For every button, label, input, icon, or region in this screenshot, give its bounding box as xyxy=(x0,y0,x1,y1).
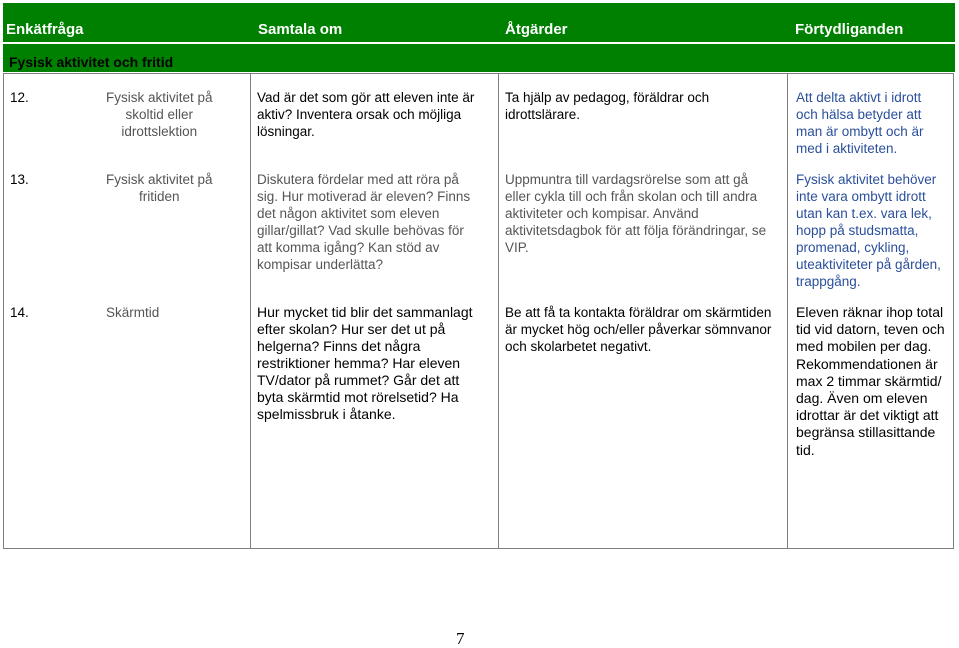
section-header xyxy=(3,44,955,72)
row-12-actions: Ta hjälp av pedagog, föräldrar och idrottslärare. xyxy=(505,90,710,122)
row-13-clarify: Fysisk aktivitet behöver inte vara ombytt idrott utan kan t.ex. vara lek, hopp på studsmatta, promenad, cykling, uteaktiviteter på gården, trappgång. xyxy=(796,172,941,289)
column-divider xyxy=(250,73,251,549)
header-samtala-om: Samtala om xyxy=(258,21,343,38)
row-14-question: Skärmtid xyxy=(106,305,160,320)
row-13-discuss: Diskutera fördelar med att röra på sig. Hur motiverad är eleven? Finns det någon aktivitet som eleven gillar/gillat? Vad skulle behövas för att komma igång? Kan stöd av kompisar underlätta? xyxy=(257,172,471,272)
header-atgarder: Åtgärder xyxy=(505,21,568,38)
row-13-number: 13. xyxy=(10,172,29,187)
row-12-clarify: Att delta aktivt i idrott och hälsa betyder att man är ombytt och är med i aktiviteten. xyxy=(796,90,924,156)
header-enkatfraga: Enkätfråga xyxy=(6,21,84,38)
row-14-clarify: Eleven räknar ihop total tid vid datorn, teven och med mobilen per dag. Rekommendationen är max 2 timmar skärmtid/ dag. Även om eleven idrottar är det viktigt att begränsa stillasittande tid. xyxy=(796,304,945,458)
column-divider xyxy=(787,73,788,549)
row-12-discuss: Vad är det som gör att eleven inte är aktiv? Inventera orsak och möjliga lösningar. xyxy=(257,90,475,139)
section-title: Fysisk aktivitet och fritid xyxy=(9,54,174,70)
row-13-question: Fysisk aktivitet på fritiden xyxy=(106,172,213,204)
row-12-question: Fysisk aktivitet på skoltid eller idrottslektion xyxy=(106,90,213,139)
column-divider xyxy=(498,73,499,549)
page-number: 7 xyxy=(456,629,465,648)
row-12-number: 12. xyxy=(10,90,29,105)
table-header xyxy=(3,3,955,42)
row-14-number: 14. xyxy=(10,305,29,320)
row-13-actions: Uppmuntra till vardagsrörelse som att gå eller cykla till och från skolan och till andra aktiviteter och kompisar. Använd aktivitetsdagbok för att följa förändringar, se VIP. xyxy=(505,172,767,255)
row-14-actions: Be att få ta kontakta föräldrar om skärmtiden är mycket hög och/eller påverkar sömnvanor och skolarbetet negativt. xyxy=(505,305,772,354)
header-fortydliganden: Förtydliganden xyxy=(795,21,904,38)
row-14-discuss: Hur mycket tid blir det sammanlagt efter skolan? Hur ser det ut på helgerna? Finns det några restriktioner hemma? Har eleven TV/dator på rummet? Går det att byta skärmtid mot rörelsetid? Ha spelmissbruk i åtanke. xyxy=(257,304,473,422)
